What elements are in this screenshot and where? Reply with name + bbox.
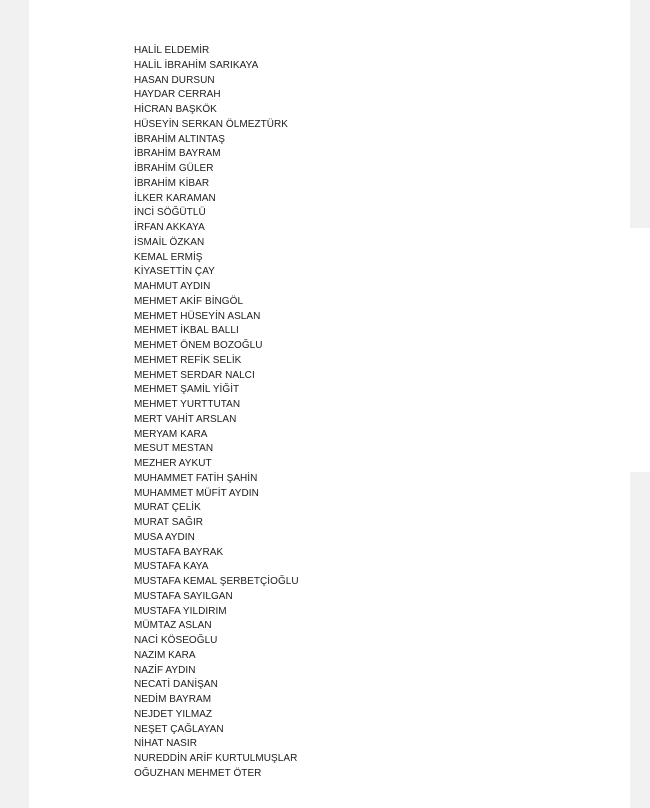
list-item: HALİL ELDEMİR xyxy=(134,45,210,56)
list-item: NACİ KÖSEOĞLU xyxy=(134,635,218,646)
list-item: İSMAİL ÖZKAN xyxy=(134,236,205,248)
list-item: NAZIM KARA xyxy=(134,649,196,661)
list-item: İRFAN AKKAYA xyxy=(134,222,205,233)
list-item: MERT VAHİT ARSLAN xyxy=(134,413,237,425)
list-item: MEHMET SERDAR NALCI xyxy=(134,369,255,381)
list-item: MURAT SAĞIR xyxy=(134,517,204,528)
list-item: KİYASETTİN ÇAY xyxy=(134,266,215,278)
list-item: MEHMET AKİF BİNGÖL xyxy=(134,295,244,307)
list-item: NEŞET ÇAĞLAYAN xyxy=(134,723,224,735)
page-background-patch xyxy=(487,228,650,472)
list-item: İBRAHİM BAYRAM xyxy=(134,148,221,160)
list-item: MUSTAFA KEMAL ŞERBETÇİOĞLU xyxy=(134,576,299,587)
list-item: HİCRAN BAŞKÖK xyxy=(134,104,217,115)
list-item: MEHMET ÖNEM BOZOĞLU xyxy=(134,340,263,351)
list-item: HASAN DURSUN xyxy=(134,74,215,86)
list-item: HALİL İBRAHİM SARIKAYA xyxy=(134,59,259,71)
list-item: MESUT MESTAN xyxy=(134,443,214,455)
list-item: MUSTAFA YILDIRIM xyxy=(134,605,227,617)
list-item: NUREDDİN ARİF KURTULMUŞLAR xyxy=(134,753,298,764)
list-item: HAYDAR CERRAH xyxy=(134,89,221,101)
list-item: KEMAL ERMİŞ xyxy=(134,251,203,263)
list-item: MUSTAFA SAYILGAN xyxy=(134,590,233,602)
list-item: HÜSEYİN SERKAN ÖLMEZTÜRK xyxy=(134,118,289,130)
list-item: MUHAMMET FATİH ŞAHİN xyxy=(134,472,258,484)
list-item: NİHAT NASIR xyxy=(134,738,197,750)
list-item: MUSA AYDIN xyxy=(134,531,195,543)
list-item: OĞUZHAN MEHMET ÖTER xyxy=(134,767,262,779)
list-item: MURAT ÇELİK xyxy=(134,502,201,514)
list-item: İBRAHİM GÜLER xyxy=(134,163,214,174)
list-item: MEHMET İKBAL BALLI xyxy=(134,325,239,337)
list-item: MERYAM KARA xyxy=(134,428,208,440)
list-item: MEHMET REFİK SELİK xyxy=(134,354,242,366)
name-list xyxy=(134,44,299,782)
list-item: İNCİ SÖĞÜTLÜ xyxy=(134,207,206,219)
list-item: MUHAMMET MÜFİT AYDIN xyxy=(134,487,259,499)
list-item: MUSTAFA KAYA xyxy=(134,561,209,573)
list-item: İLKER KARAMAN xyxy=(134,192,216,204)
list-item: NECATİ DANİŞAN xyxy=(134,679,218,691)
list-item: NEJDET YILMAZ xyxy=(134,708,213,720)
list-item: MUSTAFA BAYRAK xyxy=(134,546,224,558)
list-item: MEHMET YURTTUTAN xyxy=(134,399,241,410)
list-item: MEZHER AYKUT xyxy=(134,458,212,469)
list-item: MEHMET HÜSEYİN ASLAN xyxy=(134,310,261,322)
list-item: NAZİF AYDIN xyxy=(134,664,196,676)
list-item: MÜMTAZ ASLAN xyxy=(134,620,212,632)
list-item: İBRAHİM KİBAR xyxy=(134,177,210,189)
list-item: İBRAHİM ALTINTAŞ xyxy=(134,133,225,145)
list-item: MAHMUT AYDIN xyxy=(134,281,211,292)
list-item: MEHMET ŞAMİL YİĞİT xyxy=(134,384,240,396)
list-item: NEDİM BAYRAM xyxy=(134,694,212,705)
